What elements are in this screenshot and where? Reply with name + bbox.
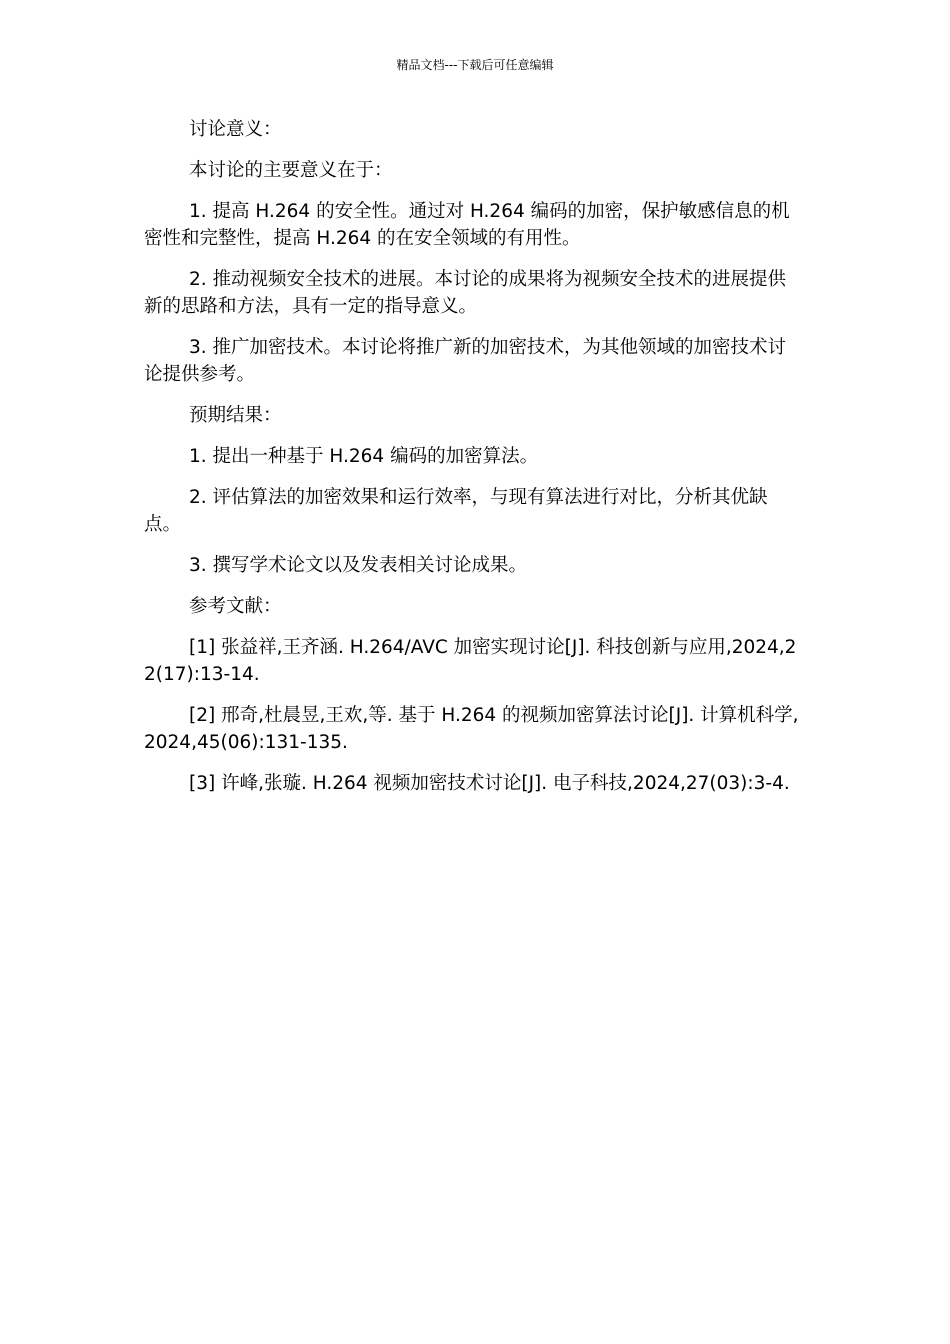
results-item: 1. 提出一种基于 H.264 编码的加密算法。: [189, 446, 539, 467]
results-item: 2. 评估算法的加密效果和运行效率，与现有算法进行对比，分析其优缺点。: [144, 487, 768, 535]
significance-heading: 讨论意义：: [189, 119, 282, 140]
page-header: 精品文档---下载后可任意编辑: [396, 58, 554, 72]
reference-item: [2] 邢奇,杜晨昱,王欢,等. 基于 H.264 的视频加密算法讨论[J]. 计算机科学,2024,45(06):131-135.: [144, 705, 799, 753]
document-body: [144, 116, 804, 811]
results-item: 3. 撰写学术论文以及发表相关讨论成果。: [189, 555, 528, 576]
significance-item: 1. 提高 H.264 的安全性。通过对 H.264 编码的加密，保护敏感信息的机密性和完整性，提高 H.264 的在安全领域的有用性。: [144, 201, 790, 249]
results-heading: 预期结果：: [189, 405, 282, 426]
references-heading: 参考文献：: [189, 596, 282, 617]
significance-item: 3. 推广加密技术。本讨论将推广新的加密技术，为其他领域的加密技术讨论提供参考。: [144, 337, 787, 385]
reference-item: [1] 张益祥,王齐涵. H.264/AVC 加密实现讨论[J]. 科技创新与应用,2024,22(17):13-14.: [144, 637, 797, 685]
reference-item: [3] 许峰,张璇. H.264 视频加密技术讨论[J]. 电子科技,2024,27(03):3-4.: [189, 773, 790, 794]
significance-item: 2. 推动视频安全技术的进展。本讨论的成果将为视频安全技术的进展提供新的思路和方法，具有一定的指导意义。: [144, 269, 787, 317]
significance-intro: 本讨论的主要意义在于：: [189, 160, 393, 181]
